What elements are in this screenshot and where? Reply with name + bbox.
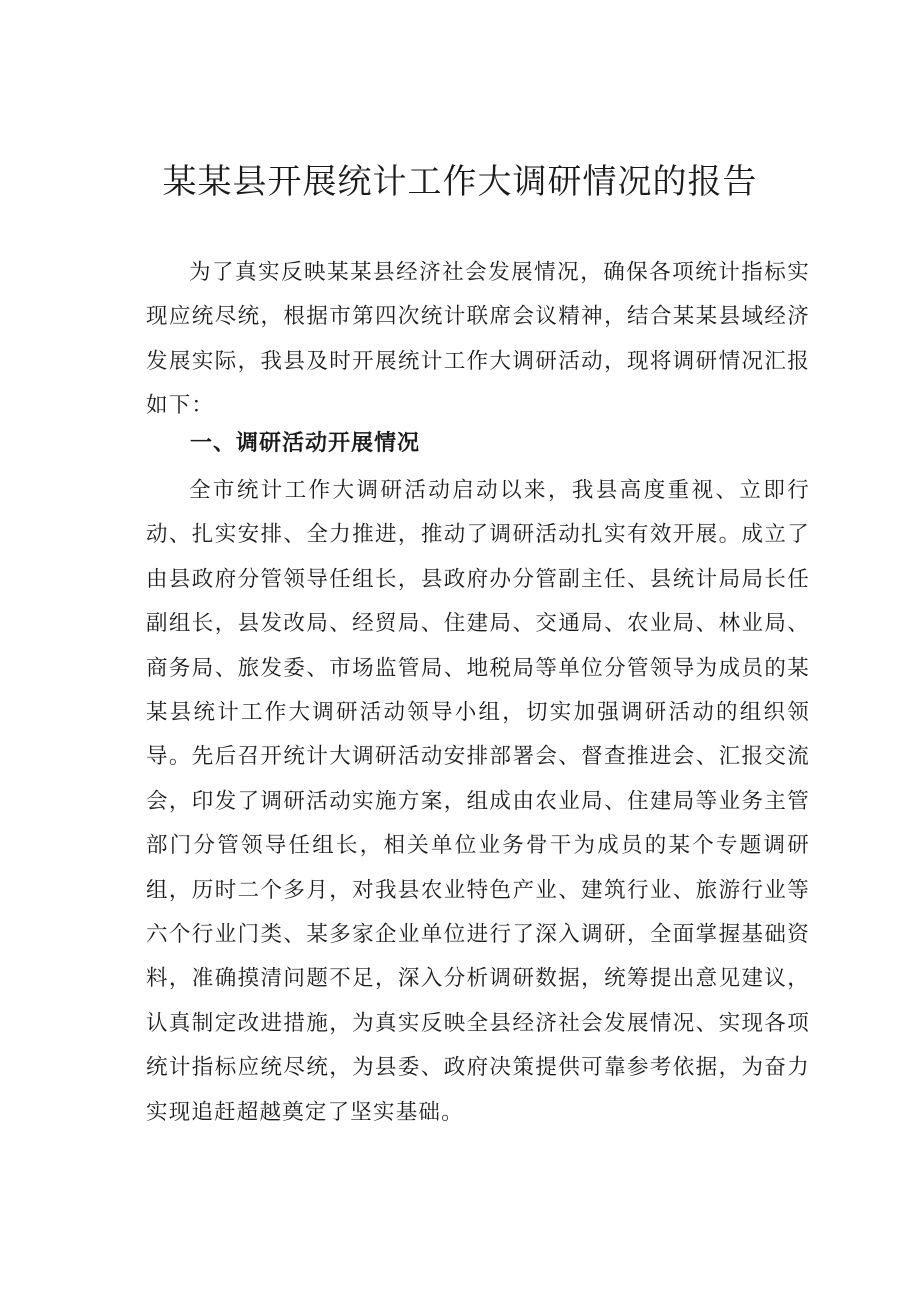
section-1-heading: 一、调研活动开展情况 — [190, 431, 421, 456]
intro-paragraph: 为了真实反映某某县经济社会发展情况，确保各项统计指标实现应统尽统，根据市第四次统计联席会议精神，结合某某县域经济发展实际，我县及时开展统计工作大调研活动，现将调研情况汇报如下： — [146, 260, 810, 419]
section-1-paragraph: 全市统计工作大调研活动启动以来，我县高度重视、立即行动、扎实安排、全力推进，推动了调研活动扎实有效开展。成立了由县政府分管领导任组长，县政府办分管副主任、县统计局局长任副组长，县发改局、经贸局、住建局、交通局、农业局、林业局、商务局、旅发委、市场监管局、地税局等单位分管领导为成员的某某县统计工作大调研活动领导小组，切实加强调研活动的组织领导。先后召开统计大调研活动安排部署会、督查推进会、汇报交流会，印发了调研活动实施方案，组成由农业局、住建局等业务主管部门分管领导任组长，相关单位业务骨干为成员的某个专题调研组，历时二个多月，对我县农业特色产业、建筑行业、旅游行业等六个行业门类、某多家企业单位进行了深入调研，全面掌握基础资料，准确摸清问题不足，深入分析调研数据，统筹提出意见建议，认真制定改进措施，为真实反映全县经济社会发展情况、实现各项统计指标应统尽统，为县委、政府决策提供可靠参考依据，为奋力实现追赶超越奠定了坚实基础。 — [146, 478, 810, 1125]
document-title: 某某县开展统计工作大调研情况的报告 — [162, 162, 758, 202]
